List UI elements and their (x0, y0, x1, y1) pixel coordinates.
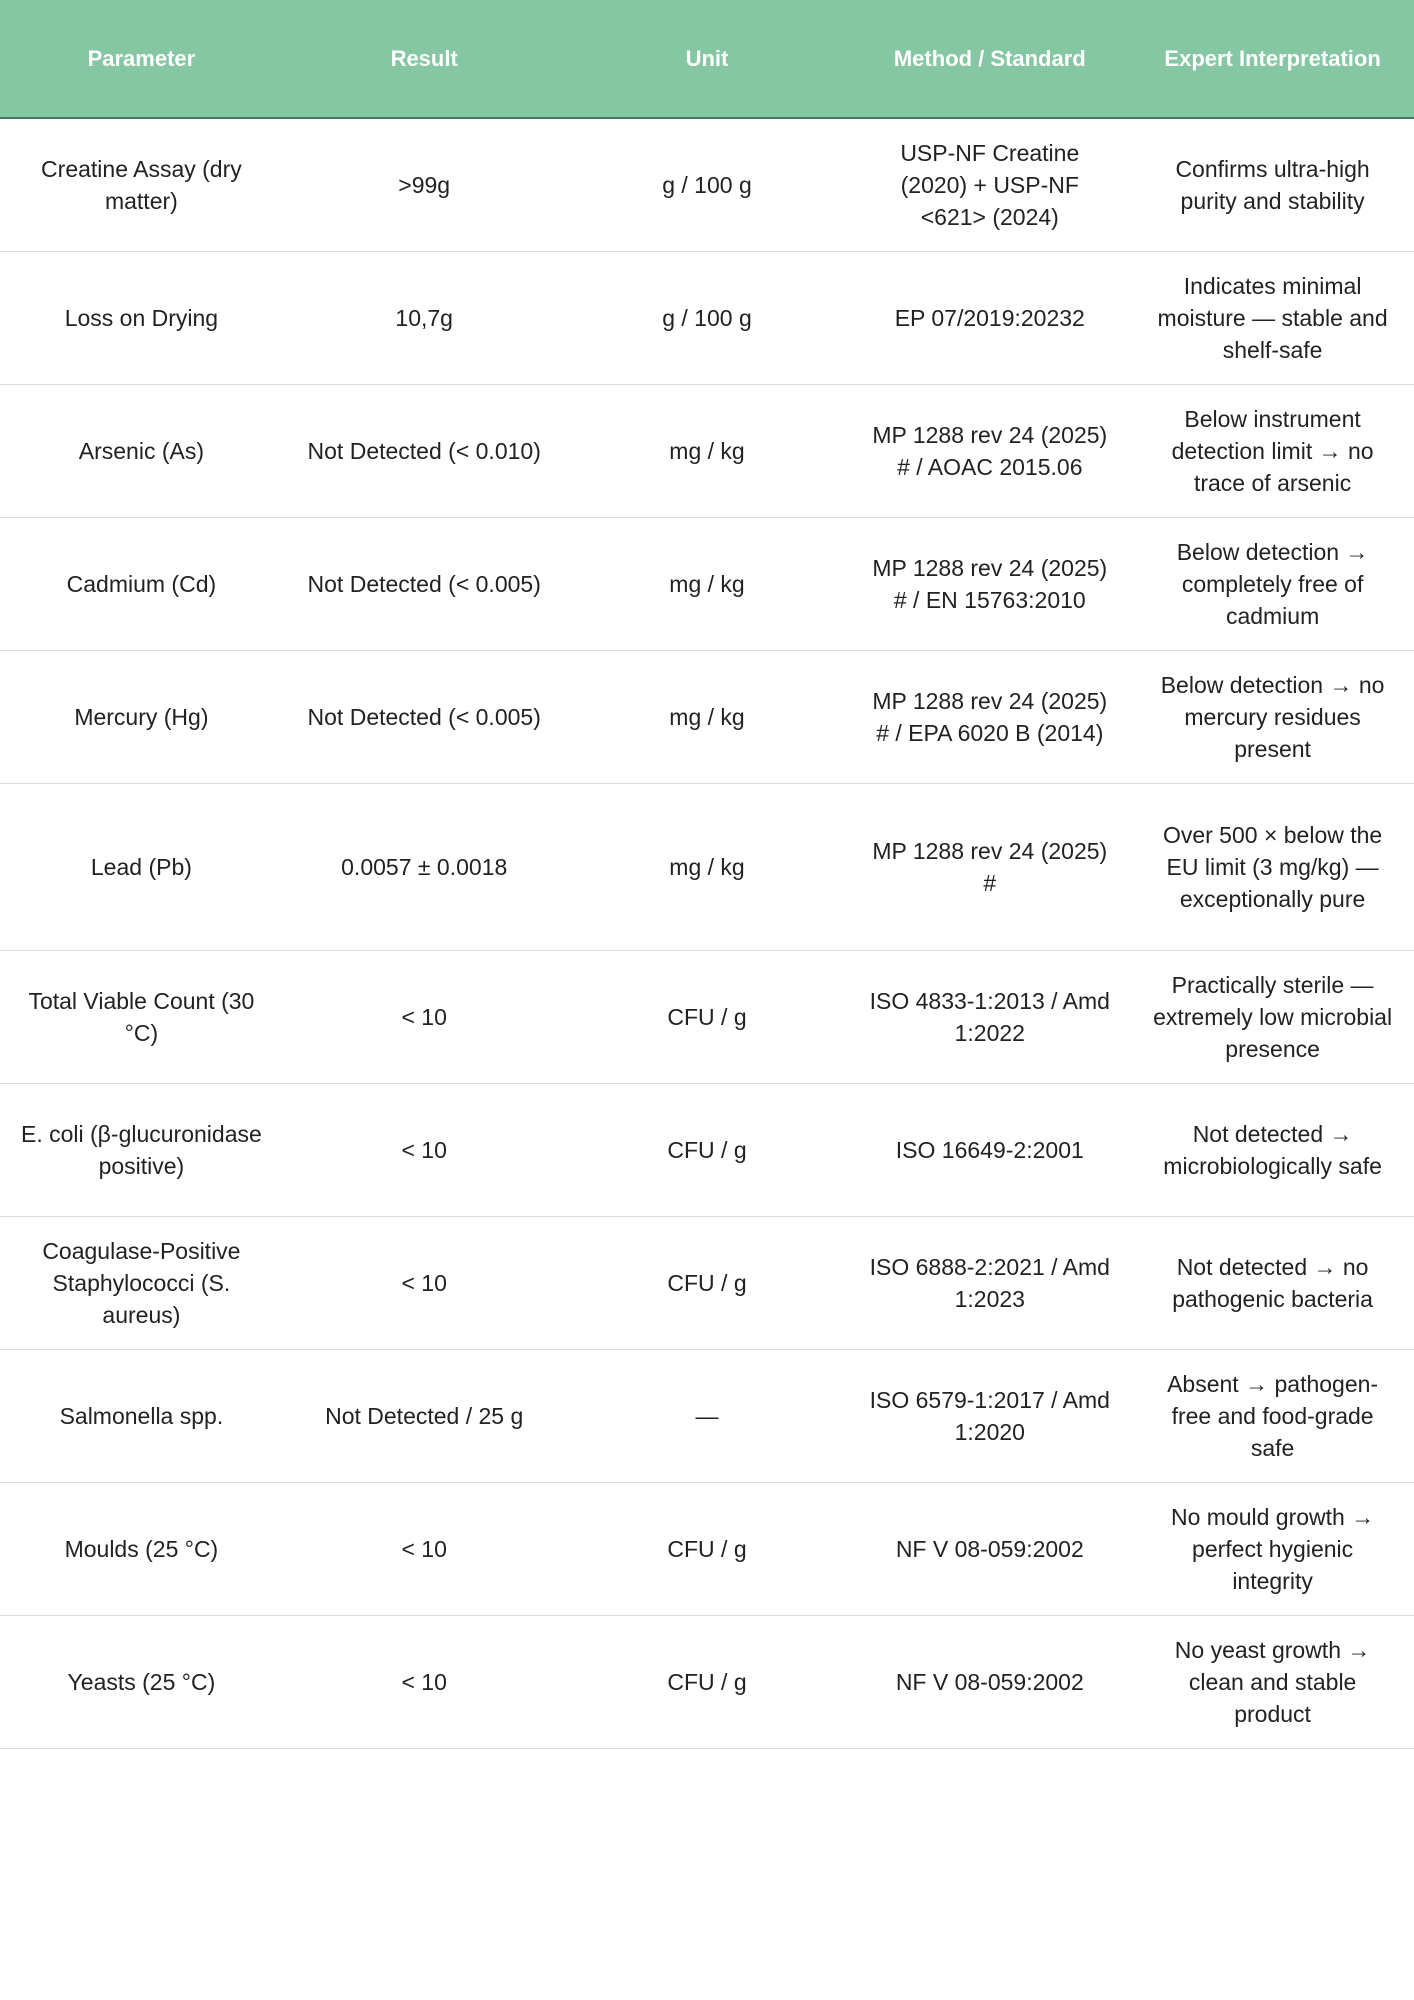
header-parameter: Parameter (0, 0, 283, 118)
header-row (0, 0, 1414, 118)
table-row (0, 783, 1414, 950)
table-header (0, 0, 1414, 118)
cell-parameter: Salmonella spp. (0, 1349, 283, 1482)
cell-result: < 10 (283, 1216, 566, 1349)
cell-result: < 10 (283, 1083, 566, 1216)
cell-result: Not Detected / 25 g (283, 1349, 566, 1482)
cell-interpretation: No yeast growth → clean and stable product (1131, 1615, 1414, 1748)
table-row (0, 1615, 1414, 1748)
cell-result: 0.0057 ± 0.0018 (283, 783, 566, 950)
cell-parameter: Cadmium (Cd) (0, 517, 283, 650)
cell-method: ISO 16649-2:2001 (848, 1083, 1131, 1216)
cell-interpretation: Below detection → completely free of cadmium (1131, 517, 1414, 650)
cell-parameter: Yeasts (25 °C) (0, 1615, 283, 1748)
cell-unit: CFU / g (566, 950, 849, 1083)
header-interpretation: Expert Interpretation (1131, 0, 1414, 118)
cell-result: Not Detected (< 0.005) (283, 517, 566, 650)
cell-parameter: Moulds (25 °C) (0, 1482, 283, 1615)
cell-method: MP 1288 rev 24 (2025) # / EPA 6020 B (2014) (848, 650, 1131, 783)
cell-method: ISO 6888-2:2021 / Amd 1:2023 (848, 1216, 1131, 1349)
cell-unit: mg / kg (566, 783, 849, 950)
cell-method: ISO 6579-1:2017 / Amd 1:2020 (848, 1349, 1131, 1482)
cell-result: >99g (283, 118, 566, 251)
cell-result: < 10 (283, 1482, 566, 1615)
cell-unit: mg / kg (566, 384, 849, 517)
cell-result: Not Detected (< 0.005) (283, 650, 566, 783)
table-body (0, 118, 1414, 1748)
cell-result: Not Detected (< 0.010) (283, 384, 566, 517)
cell-result: 10,7g (283, 251, 566, 384)
cell-parameter: Lead (Pb) (0, 783, 283, 950)
cell-parameter: Mercury (Hg) (0, 650, 283, 783)
table-row (0, 1482, 1414, 1615)
cell-interpretation: Indicates minimal moisture — stable and shelf-safe (1131, 251, 1414, 384)
cell-method: NF V 08-059:2002 (848, 1482, 1131, 1615)
cell-result: < 10 (283, 1615, 566, 1748)
cell-parameter: Arsenic (As) (0, 384, 283, 517)
cell-interpretation: No mould growth → perfect hygienic integrity (1131, 1482, 1414, 1615)
table-row (0, 1349, 1414, 1482)
table-row (0, 517, 1414, 650)
cell-unit: mg / kg (566, 517, 849, 650)
cell-parameter: Creatine Assay (dry matter) (0, 118, 283, 251)
table-row (0, 1083, 1414, 1216)
cell-method: NF V 08-059:2002 (848, 1615, 1131, 1748)
cell-interpretation: Below detection → no mercury residues present (1131, 650, 1414, 783)
cell-unit: CFU / g (566, 1083, 849, 1216)
cell-unit: g / 100 g (566, 118, 849, 251)
cell-method: ISO 4833-1:2013 / Amd 1:2022 (848, 950, 1131, 1083)
cell-result: < 10 (283, 950, 566, 1083)
cell-interpretation: Below instrument detection limit → no trace of arsenic (1131, 384, 1414, 517)
cell-interpretation: Over 500 × below the EU limit (3 mg/kg) — exceptionally pure (1131, 783, 1414, 950)
table-row (0, 650, 1414, 783)
cell-method: MP 1288 rev 24 (2025) # (848, 783, 1131, 950)
header-result: Result (283, 0, 566, 118)
table-row (0, 384, 1414, 517)
cell-parameter: Coagulase-Positive Staphylococci (S. aureus) (0, 1216, 283, 1349)
cell-method: MP 1288 rev 24 (2025) # / AOAC 2015.06 (848, 384, 1131, 517)
cell-unit: CFU / g (566, 1615, 849, 1748)
cell-method: MP 1288 rev 24 (2025) # / EN 15763:2010 (848, 517, 1131, 650)
cell-method: EP 07/2019:20232 (848, 251, 1131, 384)
table-row (0, 118, 1414, 251)
cell-interpretation: Absent → pathogen-free and food-grade safe (1131, 1349, 1414, 1482)
cell-interpretation: Not detected → no pathogenic bacteria (1131, 1216, 1414, 1349)
cell-interpretation: Not detected → microbiologically safe (1131, 1083, 1414, 1216)
header-method: Method / Standard (848, 0, 1131, 118)
cell-interpretation: Practically sterile — extremely low microbial presence (1131, 950, 1414, 1083)
cell-parameter: Loss on Drying (0, 251, 283, 384)
cell-interpretation: Confirms ultra-high purity and stability (1131, 118, 1414, 251)
table-row (0, 950, 1414, 1083)
cell-unit: — (566, 1349, 849, 1482)
cell-unit: mg / kg (566, 650, 849, 783)
header-unit: Unit (566, 0, 849, 118)
cell-unit: CFU / g (566, 1482, 849, 1615)
table-row (0, 1216, 1414, 1349)
cell-method: USP-NF Creatine (2020) + USP-NF <621> (2024) (848, 118, 1131, 251)
cell-unit: CFU / g (566, 1216, 849, 1349)
cell-parameter: E. coli (β-glucuronidase positive) (0, 1083, 283, 1216)
cell-parameter: Total Viable Count (30 °C) (0, 950, 283, 1083)
cell-unit: g / 100 g (566, 251, 849, 384)
table-row (0, 251, 1414, 384)
